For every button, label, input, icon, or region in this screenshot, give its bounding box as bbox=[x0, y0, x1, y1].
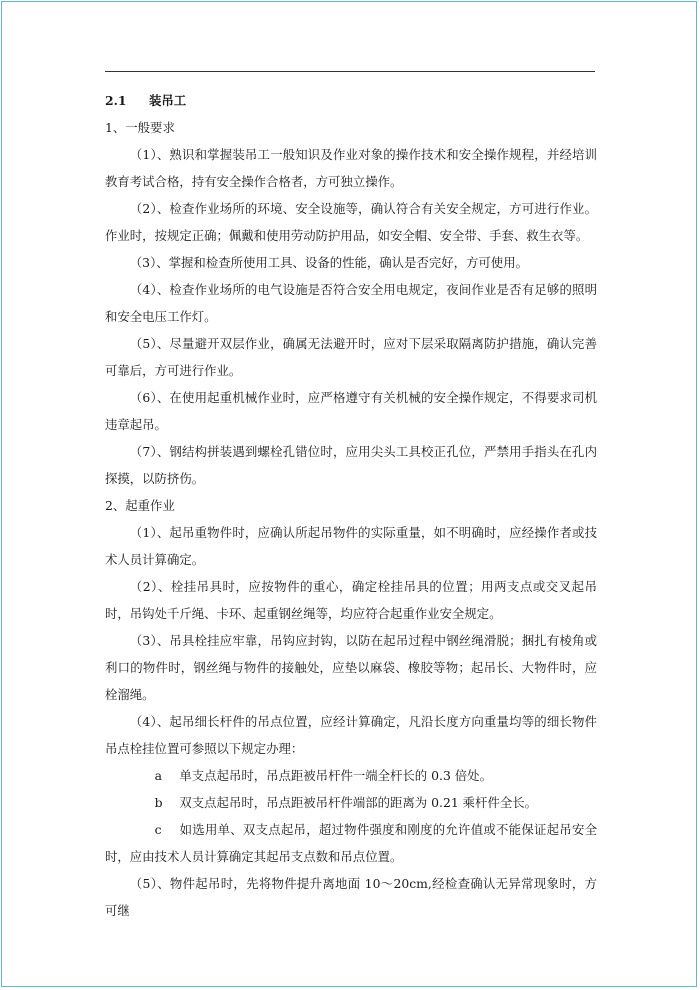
subheading-general-requirements: 1、一般要求 bbox=[105, 120, 175, 135]
paragraph: （3）、掌握和检查所使用工具、设备的性能，确认是否完好，方可使用。 bbox=[129, 255, 528, 270]
sub-item bbox=[105, 789, 597, 816]
paragraph: （4）、起吊细长杆件的吊点位置，应经计算确定，凡沿长度方向重量均等的细长物件吊点栓挂位置可参照以下规定办理： bbox=[105, 714, 597, 756]
paragraph: （7）、钢结构拼装遇到螺栓孔错位时，应用尖头工具校正孔位，严禁用手指头在孔内探摸，以防挤伤。 bbox=[105, 444, 597, 486]
paragraph: （5）、尽量避开双层作业，确属无法避开时，应对下层采取隔离防护措施，确认完善可靠后，方可进行作业。 bbox=[105, 336, 597, 378]
document-body bbox=[105, 87, 597, 924]
subheading-lifting-operations: 2、起重作业 bbox=[105, 498, 175, 513]
paragraph: （4）、检查作业场所的电气设施是否符合安全用电规定，夜间作业是否有足够的照明和安全电压工作灯。 bbox=[105, 282, 597, 324]
sub-item bbox=[105, 816, 597, 870]
sub-item-marker: c bbox=[154, 822, 162, 837]
paragraph: （2）、栓挂吊具时，应按物件的重心，确定栓挂吊具的位置；用两支点或交叉起吊时，吊钩处千斤绳、卡环、起重钢丝绳等，均应符合起重作业安全规定。 bbox=[105, 579, 597, 621]
sub-item bbox=[105, 762, 597, 789]
sub-item-marker: a bbox=[154, 768, 162, 783]
section-number: 2.1 bbox=[105, 93, 127, 108]
paragraph: （3）、吊具栓挂应牢靠，吊钩应封钩，以防在起吊过程中钢丝绳滑脱；捆扎有棱角或利口的物件时，钢丝绳与物件的接触处，应垫以麻袋、橡胶等物；起吊长、大物件时，应栓溜绳。 bbox=[105, 633, 597, 702]
paragraph: （1）、起吊重物件时，应确认所起吊物件的实际重量，如不明确时，应经操作者或技术人员计算确定。 bbox=[105, 525, 597, 567]
paragraph: （6）、在使用起重机械作业时，应严格遵守有关机械的安全操作规定，不得要求司机违章起吊。 bbox=[105, 390, 597, 432]
paragraph: （1）、熟识和掌握装吊工一般知识及作业对象的操作技术和安全操作规程，并经培训教育考试合格，持有安全操作合格者，方可独立操作。 bbox=[105, 147, 597, 189]
section-title: 装吊工 bbox=[149, 93, 187, 108]
paragraph: （5）、物件起吊时，先将物件提升离地面 10～20cm,经检查确认无异常现象时，方可继 bbox=[105, 876, 597, 918]
sub-item-text: 单支点起吊时，吊点距被吊杆件一端全杆长的 0.3 倍处。 bbox=[179, 768, 492, 783]
sub-item-text: 如选用单、双支点起吊，超过物件强度和刚度的允许值或不能保证起吊安全时，应由技术人员计算确定其起吊支点数和吊点位置。 bbox=[105, 822, 597, 864]
paragraph: （2）、检查作业场所的环境、安全设施等，确认符合有关安全规定，方可进行作业。作业时，按规定正确；佩戴和使用劳动防护用品，如安全帽、安全带、手套、救生衣等。 bbox=[105, 201, 597, 243]
section-heading bbox=[105, 87, 597, 114]
sub-item-text: 双支点起吊时，吊点距被吊杆件端部的距离为 0.21 乘杆件全长。 bbox=[179, 795, 538, 810]
sub-item-marker: b bbox=[154, 795, 163, 810]
header-rule bbox=[105, 71, 595, 72]
